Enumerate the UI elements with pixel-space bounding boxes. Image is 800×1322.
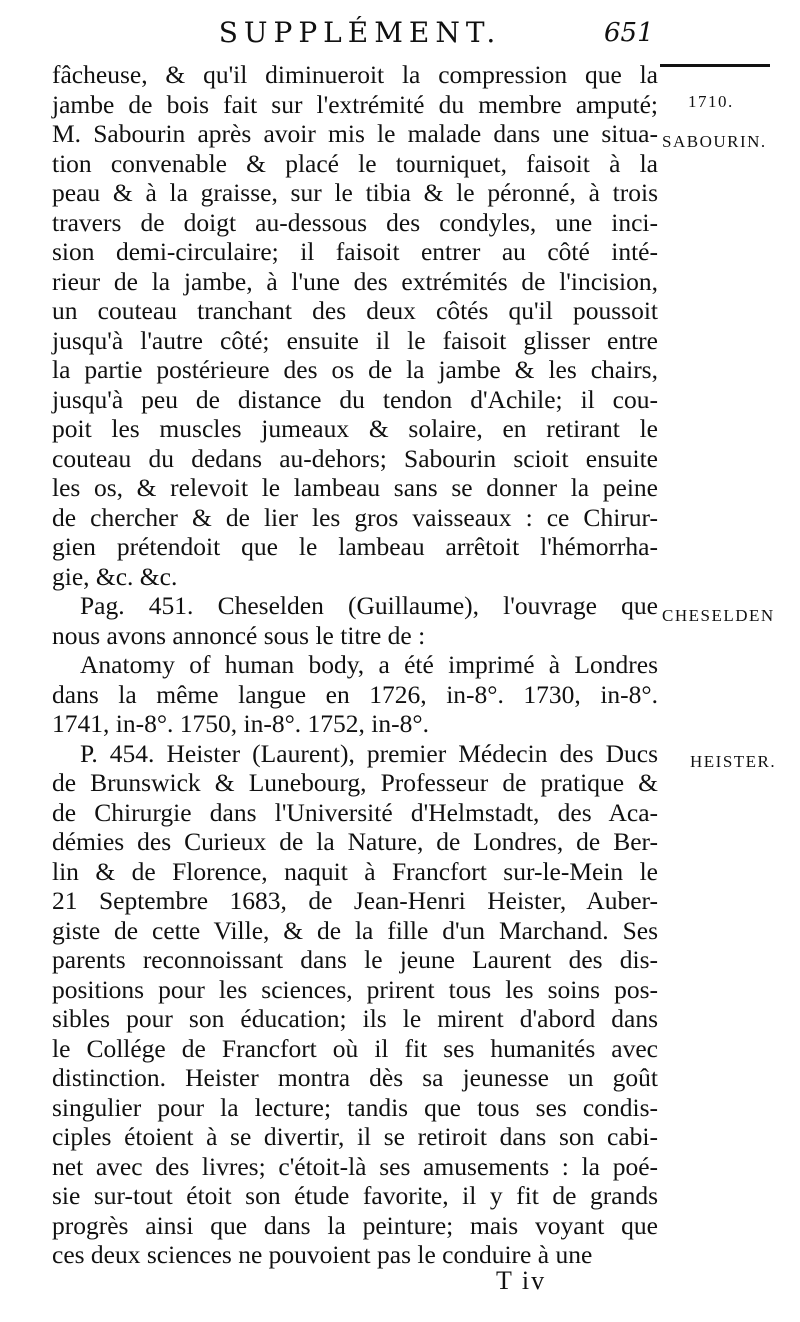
text-line: de chercher & de lier les gros vaisseaux : ce Chirur- [52,502,658,532]
text-line: 1741, in-8°. 1750, in-8°. 1752, in-8°. [52,709,429,738]
text-line: le Collége de Francfort où il fit ses humanités avec [52,1033,658,1063]
text-line: parents reconnoissant dans le jeune Laurent des dis- [52,945,658,974]
text-line: dans la même langue en 1726, in-8°. 1730, in-8°. [52,679,658,709]
text-line: positions pour les sciences, prirent tous les soins pos- [52,974,658,1004]
text-line: gien prétendoit que le lambeau arrêtoit l'hémorrha- [52,532,658,561]
text-line: les os, & relevoit le lambeau sans se donner la peine [52,473,658,502]
text-line: distinction. Heister montra dès sa jeunesse un goût [52,1063,658,1092]
text-line: ciples étoient à se divertir, il se retiroit dans son cabi- [52,1122,658,1151]
text-line: de Brunswick & Lunebourg, Professeur de pratique & [52,768,658,797]
text-line: la partie postérieure des os de la jambe & les chairs, [52,355,658,384]
text-line: jambe de bois fait sur l'extrémité du membre amputé; [52,89,658,119]
margin-note-sabourin: SABOURIN. [662,132,767,151]
margin-note-cheselden: CHESELDEN [662,606,775,625]
text-line: Pag. 451. Cheselden (Guillaume), l'ouvrage que [80,591,658,620]
text-line: giste de cette Ville, & de la fille d'un Marchand. Ses [52,915,658,945]
text-line: couteau du dedans au-dehors; Sabourin scioit ensuite [52,443,658,473]
text-line: travers de doigt au-dessous des condyles, une inci- [52,207,658,237]
text-line: sibles pour son éducation; ils le mirent d'abord dans [52,1004,658,1033]
text-line: ces deux sciences ne pouvoient pas le conduire à une [52,1240,593,1269]
text-line: un couteau tranchant des deux côtés qu'il poussoit [52,296,658,325]
signature-mark: T iv [496,1266,547,1295]
body-text [52,60,658,1270]
page-number: 651 [604,18,654,48]
text-line: démies des Curieux de la Nature, de Londres, de Ber- [52,827,658,856]
text-line: peau & à la graisse, sur le tibia & le péronné, à trois [52,178,658,207]
text-line: lin & de Florence, naquit à Francfort sur-le-Mein le [52,856,658,886]
text-line: 21 Septembre 1683, de Jean-Henri Heister, Auber- [52,886,658,915]
text-line: sie sur-tout étoit son étude favorite, il y fit de grands [52,1181,658,1210]
text-line: M. Sabourin après avoir mis le malade dans une situa- [52,119,658,148]
text-line: net avec des livres; c'étoit-là ses amusements : la poé- [52,1151,658,1181]
text-line: fâcheuse, & qu'il diminueroit la compression que la [52,60,658,89]
header-rule [660,64,770,67]
text-line: gie, &c. &c. [52,561,178,591]
text-line: tion convenable & placé le tourniquet, faisoit à la [52,148,658,178]
text-line: progrès ainsi que dans la peinture; mais voyant que [52,1210,658,1240]
running-head: SUPPLÉMENT. [218,16,502,49]
text-line: Anatomy of human body, a été imprimé à Londres [80,650,658,679]
text-line: jusqu'à peu de distance du tendon d'Achile; il cou- [52,384,658,414]
text-line: jusqu'à l'autre côté; ensuite il le faisoit glisser entre [52,325,658,355]
text-line: nous avons annoncé sous le titre de : [52,620,426,650]
text-line: singulier pour la lecture; tandis que tous ses condis- [52,1092,658,1122]
text-line: de Chirurgie dans l'Université d'Helmstadt, des Aca- [52,797,658,827]
text-line: rieur de la jambe, à l'une des extrémités de l'incision, [52,266,658,296]
margin-note-year: 1710. [688,92,734,111]
text-line: P. 454. Heister (Laurent), premier Médecin des Ducs [80,738,658,768]
margin-note-heister: HEISTER. [690,752,777,771]
text-line: poit les muscles jumeaux & solaire, en retirant le [52,414,658,443]
text-line: sion demi-circulaire; il faisoit entrer au côté inté- [52,237,658,266]
